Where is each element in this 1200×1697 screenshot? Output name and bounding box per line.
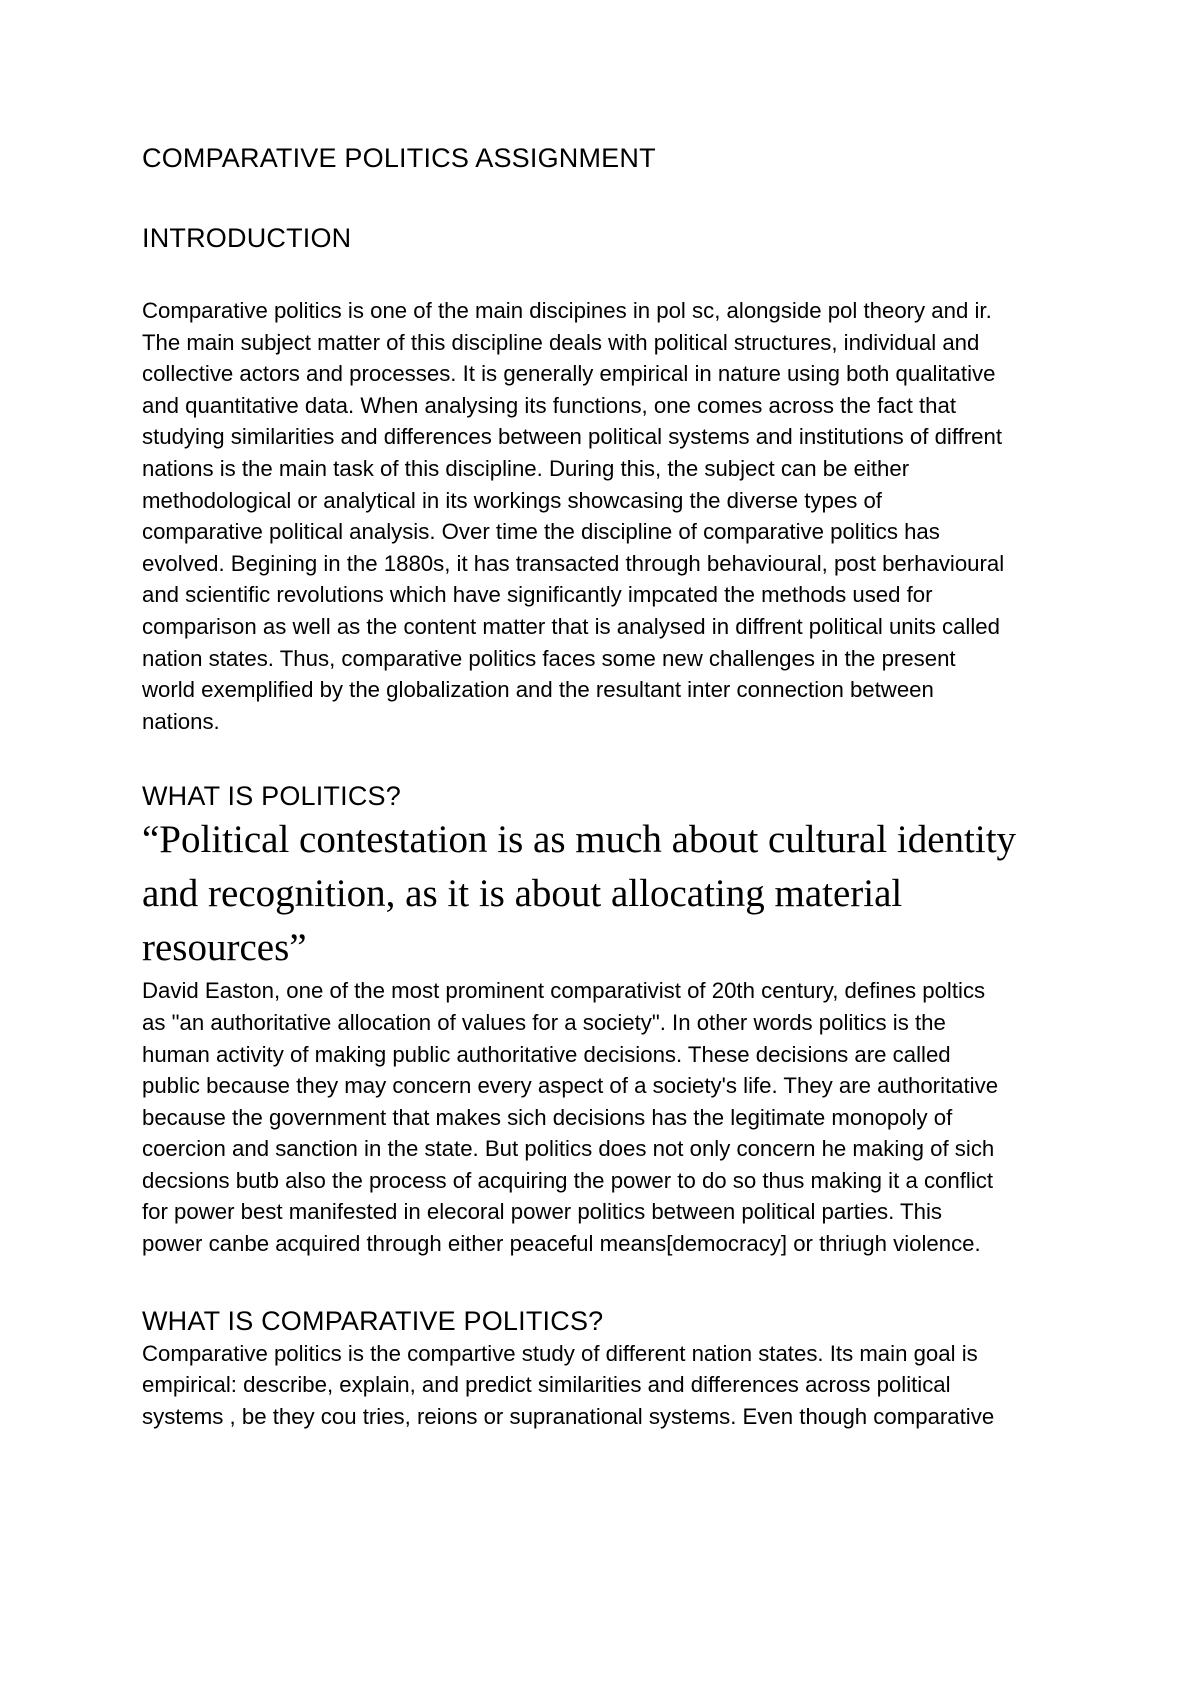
what-is-politics-heading: WHAT IS POLITICS? bbox=[142, 781, 401, 812]
document-title: COMPARATIVE POLITICS ASSIGNMENT bbox=[142, 143, 656, 173]
what-is-comparative-politics-paragraph: Comparative politics is the compartive study of different nation states. Its main goal is empirical: describe, explain, and predict similarities and differences across political systems , be they cou tries, reions or supranational systems. Even though comparative bbox=[142, 1340, 995, 1429]
what-is-comparative-politics-heading: WHAT IS COMPARATIVE POLITICS? bbox=[142, 1305, 604, 1336]
document-content bbox=[142, 141, 1082, 1432]
politics-quote: “Political contestation is as much about cultural identity and recognition, as it is about allocating material resources” bbox=[142, 818, 1017, 970]
introduction-heading: INTRODUCTION bbox=[142, 223, 352, 253]
what-is-politics-paragraph: David Easton, one of the most prominent comparativist of 20th century, defines poltics as "an authoritative allocation of values for a society". In other words politics is the human activity of making public authoritative decisions. These decisions are called public because they may concern every aspect of a society's life. They are authoritative because the government that makes sich decisions has the legitimate monopoly of coercion and sanction in the state. But politics does not only concern he making of sich decsions butb also the process of acquiring the power to do so thus making it a conflict for power best manifested in elecoral power politics between political parties. This power canbe acquired through either peaceful means[democracy] or thriugh violence. bbox=[142, 978, 999, 1257]
introduction-paragraph: Comparative politics is one of the main discipines in pol sc, alongside pol theory and ir. The main subject matter of this discipline deals with political structures, individual and collective actors and processes. It is generally empirical in nature using both qualitative and quantitative data. When analysing its functions, one comes across the fact that studying similarities and differences between political systems and institutions of diffrent nations is the main task of this discipline. During this, the subject can be either methodological or analytical in its workings showcasing the diverse types of comparative political analysis. Over time the discipline of comparative politics has evolved. Begining in the 1880s, it has transacted through behavioural, post berhavioural and scientific revolutions which have significantly impcated the methods used for comparison as well as the content matter that is analysed in diffrent political units called nation states. Thus, comparative politics faces some new challenges in the present world exemplified by the globalization and the resultant inter connection between nations. bbox=[142, 298, 1005, 734]
